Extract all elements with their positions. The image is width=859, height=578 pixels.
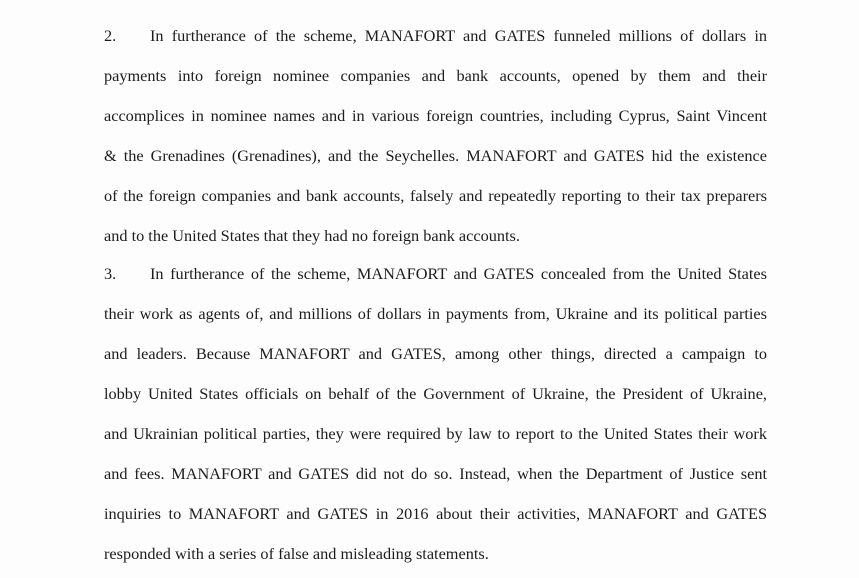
paragraph-2-line-2: payments into foreign nominee companies and bank accounts, opened by them and their — [104, 66, 767, 85]
paragraph-2-line-4: & the Grenadines (Grenadines), and the Seychelles. MANAFORT and GATES hid the existence — [104, 146, 767, 165]
paragraph-2-line-3: accomplices in nominee names and in various foreign countries, including Cyprus, Saint Vincent — [104, 106, 767, 125]
paragraph-3-line-4: lobby United States officials on behalf of the Government of Ukraine, the President of Ukraine, — [104, 384, 767, 403]
paragraph-2-line-6: and to the United States that they had no foreign bank accounts. — [104, 226, 520, 245]
paragraph-3-line-7: inquiries to MANAFORT and GATES in 2016 about their activities, MANAFORT and GATES — [104, 504, 767, 523]
paragraph-number: 3. — [104, 264, 117, 283]
paragraph-2-line-5: of the foreign companies and bank accounts, falsely and repeatedly reporting to their tax preparers — [104, 186, 767, 205]
paragraph-number: 2. — [104, 26, 117, 45]
paragraph-3-line-5: and Ukrainian political parties, they were required by law to report to the United States their work — [104, 424, 767, 443]
paragraph-3-line-8: responded with a series of false and misleading statements. — [104, 544, 489, 563]
paragraph-3-line-2: their work as agents of, and millions of dollars in payments from, Ukraine and its political parties — [104, 304, 767, 323]
paragraph-2-line-1 — [104, 26, 767, 46]
line-text: In furtherance of the scheme, MANAFORT and GATES funneled millions of dollars in — [150, 26, 767, 45]
paragraph-3-line-1 — [104, 264, 767, 284]
paragraph-3-line-6: and fees. MANAFORT and GATES did not do so. Instead, when the Department of Justice sent — [104, 464, 767, 483]
line-text: In furtherance of the scheme, MANAFORT and GATES concealed from the United States — [150, 264, 767, 283]
paragraph-3-line-3: and leaders. Because MANAFORT and GATES, among other things, directed a campaign to — [104, 344, 767, 363]
